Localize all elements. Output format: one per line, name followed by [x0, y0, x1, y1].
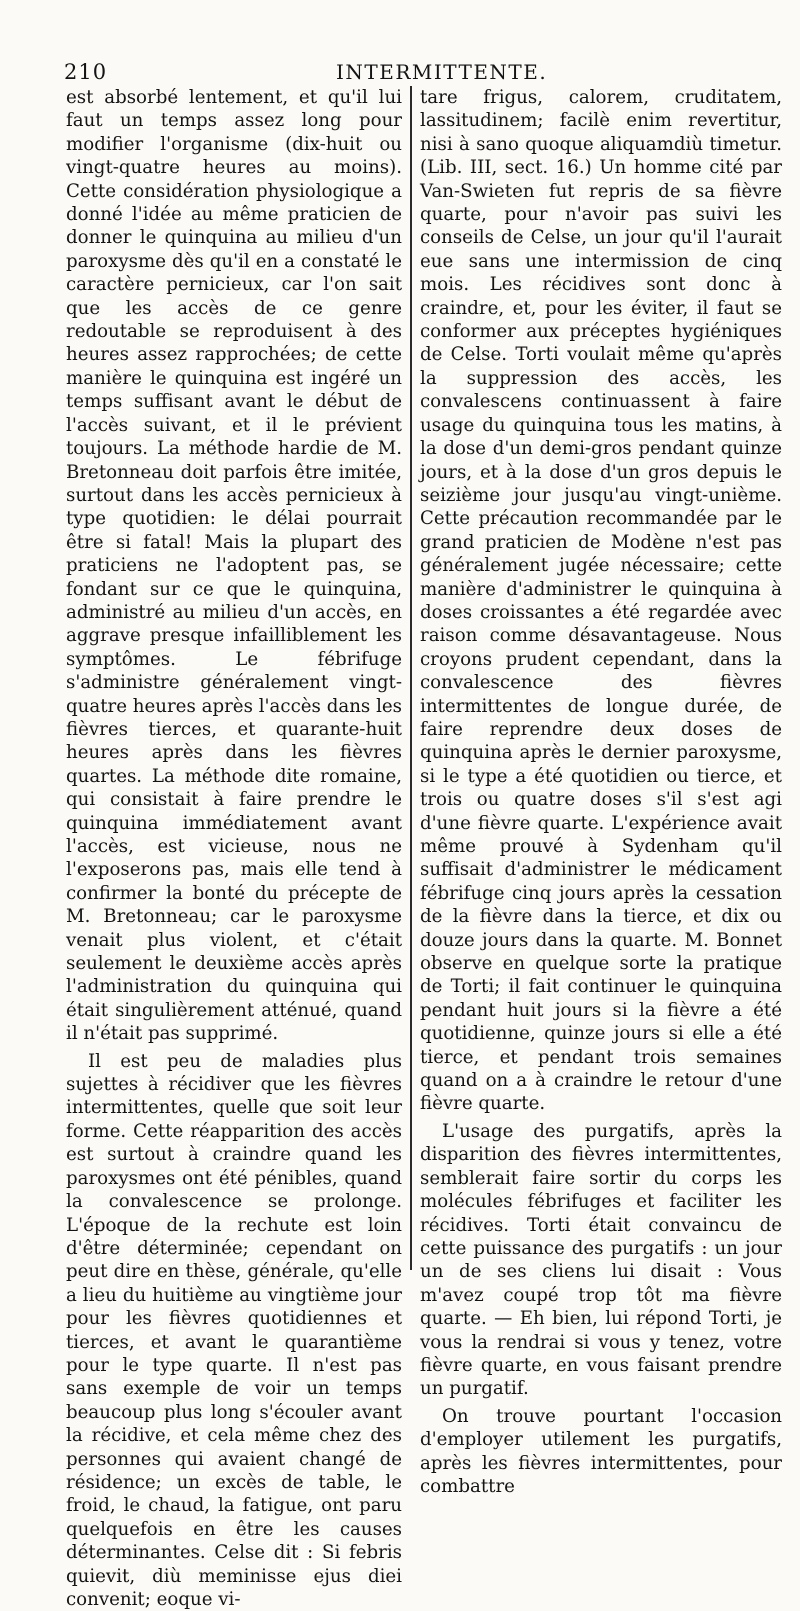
paragraph: Il est peu de maladies plus sujettes à récidiver que les fièvres intermittentes, quelle que soit leur forme. Cette réapparition des accès est surtout à craindre quand les paroxysmes ont été pénibles, quand la convalescence se prolonge. L'époque de la rechute est loin d'être déterminée; cependant on peut dire en thèse, générale, qu'elle a lieu du huitième au vingtième jour pour les fièvres quotidiennes et tierces, et avant le quarantième pour le type quarte. Il n'est pas sans exemple de voir un temps beaucoup plus long s'écouler avant la récidive, et cela même chez des personnes qui avaient changé de résidence; un excès de table, le froid, le chaud, la fatigue, ont paru quelquefois en être les causes déterminantes. Celse dit : Si febris quievit, diù meminisse ejus diei convenit; eoque vi- [66, 1050, 402, 1610]
page-header [64, 60, 800, 84]
page-number: 210 [64, 60, 108, 84]
left-column [66, 86, 402, 1611]
paragraph: On trouve pourtant l'occasion d'employer utilement les purgatifs, après les fièvres intermittentes, pour combattre [420, 1405, 782, 1497]
paragraph: tare frigus, calorem, cruditatem, lassitudinem; facilè enim revertitur, nisi à sano quoque aliquamdiù timetur. (Lib. III, sect. 16.) Un homme cité par Van-Swieten fut repris de sa fièvre quarte, pour n'avoir pas suivi les conseils de Celse, un jour qu'il l'aurait eue sans une intermission de cinq mois. Les récidives sont donc à craindre, et, pour les éviter, il faut se conformer aux préceptes hygiéniques de Celse. Torti voulait même qu'après la suppression des accès, les convalescens continuassent à faire usage du quinquina tous les matins, à la dose d'un demi-gros pendant quinze jours, et à la dose d'un gros depuis le seizième jour jusqu'au vingt-unième. Cette précaution recommandée par le grand praticien de Modène n'est pas généralement jugée nécessaire; cette manière d'administrer le quinquina à doses croissantes a été regardée avec raison comme désavantageuse. Nous croyons prudent cependant, dans la convalescence des fièvres intermittentes de longue durée, de faire reprendre deux doses de quinquina après le dernier paroxysme, si le type a été quotidien ou tierce, et trois ou quatre doses s'il s'est agi d'une fièvre quarte. L'expérience avait même prouvé à Sydenham qu'il suffisait d'administrer le médicament fébrifuge cinq jours après la cessation de la fièvre dans la tierce, et dix ou douze jours dans la quarte. M. Bonnet observe en quelque sorte la pratique de Torti; il fait continuer le quinquina pendant huit jours si la fièvre a été quotidienne, quinze jours si elle a été tierce, et pendant trois semaines quand on a à craindre le retour d'une fièvre quarte. [420, 87, 782, 1115]
running-title: INTERMITTENTE. [336, 60, 548, 84]
paragraph: L'usage des purgatifs, après la disparition des fièvres intermittentes, semblerait faire sortir du corps les molécules fébrifuges et faciliter les récidives. Torti était convaincu de cette puissance des purgatifs : un jour un de ses cliens lui disait : Vous m'avez coupé trop tôt ma fièvre quarte. — Eh bien, lui répond Torti, je vous la rendrai si vous y tenez, votre fièvre quarte, en vous faisant prendre un purgatif. [420, 1120, 782, 1400]
column-divider [410, 86, 412, 1270]
paragraph: est absorbé lentement, et qu'il lui faut un temps assez long pour modifier l'organisme (dix-huit ou vingt-quatre heures au moins). Cette considération physiologique a donné l'idée au même praticien de donner le quinquina au milieu d'un paroxysme dès qu'il en a constaté le caractère pernicieux, car l'on sait que les accès de ce genre redoutable se reproduisent à des heures assez rapprochées; de cette manière le quinquina est ingéré un temps suffisant avant le début de l'accès suivant, et il le prévient toujours. La méthode hardie de M. Bretonneau doit parfois être imitée, surtout dans les accès pernicieux à type quotidien: le délai pourrait être si fatal! Mais la plupart des praticiens ne l'adoptent pas, se fondant sur ce que le quinquina, administré au milieu d'un accès, en aggrave presque infailliblement les symptômes. Le fébrifuge s'administre généralement vingt-quatre heures après l'accès dans les fièvres tierces, et quarante-huit heures après dans les fièvres quartes. La méthode dite romaine, qui consistait à faire prendre le quinquina immédiatement avant l'accès, est vicieuse, nous ne l'exposerons pas, mais elle tend à confirmer la bonté du précepte de M. Bretonneau; car le paroxysme venait plus violent, et c'était seulement le deuxième accès après l'administration du quinquina qui était singulièrement atténué, quand il n'était pas supprimé. [66, 87, 402, 1045]
right-column [420, 86, 782, 1498]
